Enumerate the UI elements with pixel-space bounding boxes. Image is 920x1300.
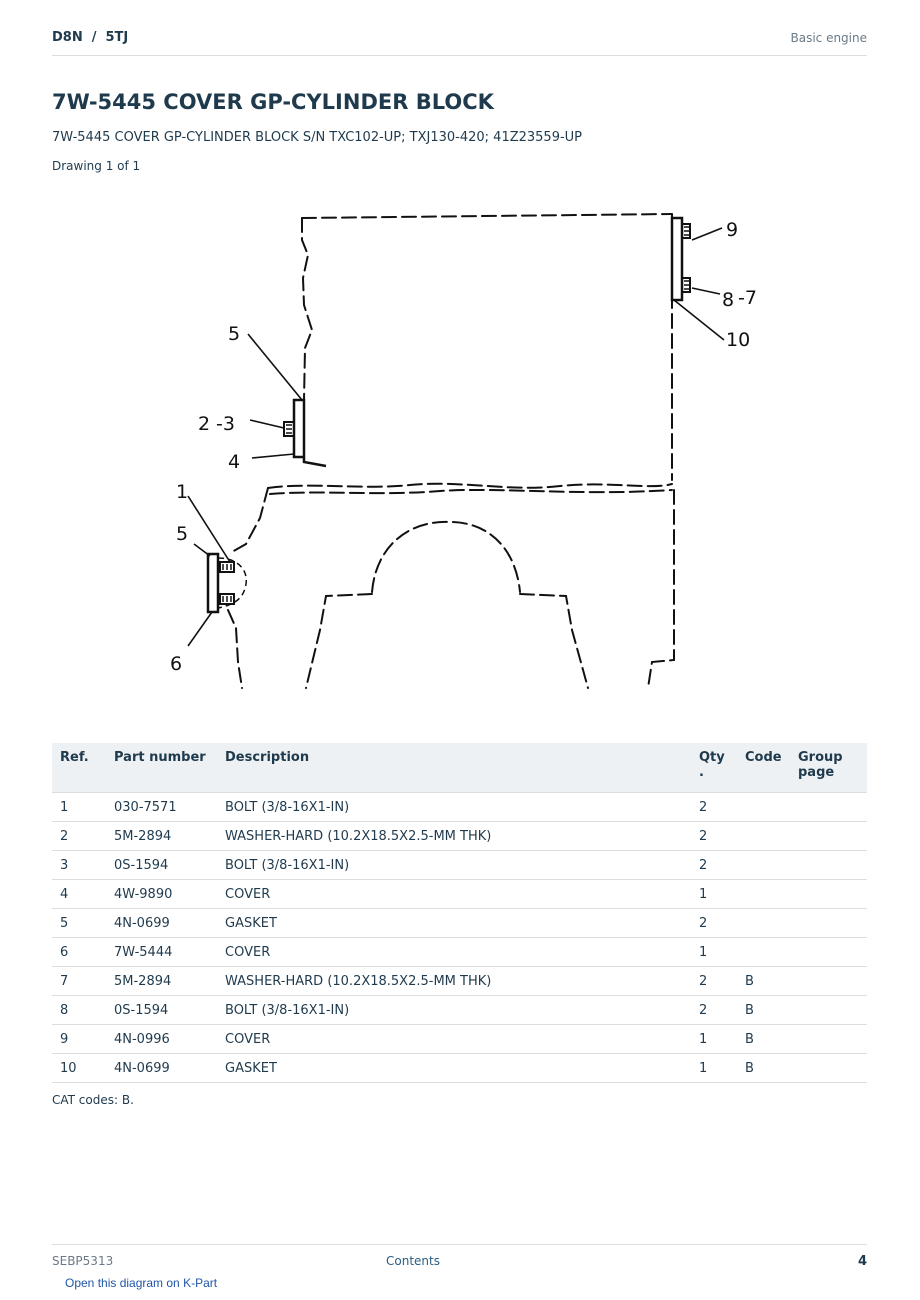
cell-group-page (790, 909, 867, 938)
table-row (52, 1054, 867, 1083)
breadcrumb-model: D8N (52, 30, 83, 45)
cell-group-page (790, 996, 867, 1025)
right-cover (672, 218, 682, 300)
cell-ref: 9 (52, 1025, 106, 1054)
cell-description: BOLT (3/8-16X1-IN) (217, 996, 691, 1025)
table-header-row (52, 743, 867, 793)
block-joint-line (268, 484, 672, 488)
cell-code (737, 909, 790, 938)
lower-right-profile (648, 490, 674, 688)
col-header-part-number: Part number (106, 743, 217, 793)
cell-ref: 7 (52, 967, 106, 996)
page-number: 4 (857, 1254, 867, 1269)
cell-group-page (790, 967, 867, 996)
cell-part-number: 4N-0996 (106, 1025, 217, 1054)
cell-group-page (790, 938, 867, 967)
parts-table (52, 743, 867, 1083)
document-code: SEBP5313 (52, 1254, 114, 1268)
cell-part-number: 0S-1594 (106, 996, 217, 1025)
callout-1: 1 (176, 481, 189, 503)
cell-ref: 1 (52, 793, 106, 822)
page-subtitle: 7W-5445 COVER GP-CYLINDER BLOCK S/N TXC102-UP; TXJ130-420; 41Z23559-UP (52, 130, 583, 145)
page-title: 7W-5445 COVER GP-CYLINDER BLOCK (52, 90, 494, 114)
cell-group-page (790, 880, 867, 909)
cell-ref: 4 (52, 880, 106, 909)
cell-part-number: 4N-0699 (106, 1054, 217, 1083)
cell-qty: 2 (691, 822, 737, 851)
cell-part-number: 4W-9890 (106, 880, 217, 909)
cell-description: BOLT (3/8-16X1-IN) (217, 793, 691, 822)
block-left-edge (302, 218, 312, 400)
cell-part-number: 5M-2894 (106, 967, 217, 996)
cell-description: COVER (217, 1025, 691, 1054)
cell-description: GASKET (217, 1054, 691, 1083)
cell-ref: 5 (52, 909, 106, 938)
cell-ref: 6 (52, 938, 106, 967)
cell-group-page (790, 851, 867, 880)
cell-code: B (737, 967, 790, 996)
left-bottom-cover (208, 554, 218, 612)
breadcrumb-prefix: 5TJ (105, 30, 129, 45)
cell-code (737, 851, 790, 880)
left-top-cover (294, 400, 304, 457)
breadcrumb (52, 30, 128, 45)
table-row (52, 967, 867, 996)
callout-8: 8 (722, 289, 735, 311)
contents-link[interactable]: Contents (386, 1254, 440, 1268)
col-header-ref: Ref. (52, 743, 106, 793)
callout-3: -3 (216, 413, 235, 435)
block-top-edge (302, 214, 672, 218)
cell-part-number: 7W-5444 (106, 938, 217, 967)
cell-code: B (737, 996, 790, 1025)
parts-diagram (160, 200, 780, 700)
table-row (52, 880, 867, 909)
cell-qty: 2 (691, 909, 737, 938)
col-header-description: Description (217, 743, 691, 793)
cell-description: WASHER-HARD (10.2X18.5X2.5-MM THK) (217, 822, 691, 851)
table-row (52, 822, 867, 851)
breadcrumb-separator: / (91, 30, 97, 45)
cell-qty: 2 (691, 996, 737, 1025)
cell-code (737, 822, 790, 851)
section-label: Basic engine (790, 31, 867, 45)
table-row (52, 793, 867, 822)
open-kpart-link[interactable]: Open this diagram on K-Part (65, 1276, 218, 1290)
cell-description: BOLT (3/8-16X1-IN) (217, 851, 691, 880)
lower-left-profile (232, 488, 268, 552)
cell-part-number: 5M-2894 (106, 822, 217, 851)
callout-5-lower: 5 (176, 523, 189, 545)
callout-7: -7 (738, 287, 757, 309)
callout-9: 9 (726, 219, 739, 241)
cell-code (737, 938, 790, 967)
cell-group-page (790, 793, 867, 822)
callout-10: 10 (726, 329, 751, 351)
table-row (52, 938, 867, 967)
cell-ref: 8 (52, 996, 106, 1025)
cell-code: B (737, 1054, 790, 1083)
col-header-qty: Qty . (691, 743, 737, 793)
callout-5-upper: 5 (228, 323, 241, 345)
cell-qty: 2 (691, 851, 737, 880)
page-footer (52, 1244, 867, 1273)
table-row (52, 851, 867, 880)
cell-group-page (790, 822, 867, 851)
cell-part-number: 0S-1594 (106, 851, 217, 880)
cell-group-page (790, 1054, 867, 1083)
page-header (52, 28, 867, 56)
table-row (52, 1025, 867, 1054)
col-header-code: Code (737, 743, 790, 793)
cell-qty: 1 (691, 1025, 737, 1054)
callout-2: 2 (198, 413, 211, 435)
cell-code (737, 793, 790, 822)
drawing-label: Drawing 1 of 1 (52, 159, 141, 173)
cell-part-number: 4N-0699 (106, 909, 217, 938)
cell-part-number: 030-7571 (106, 793, 217, 822)
cell-code (737, 880, 790, 909)
cell-qty: 1 (691, 880, 737, 909)
table-row (52, 909, 867, 938)
cell-ref: 3 (52, 851, 106, 880)
cell-description: WASHER-HARD (10.2X18.5X2.5-MM THK) (217, 967, 691, 996)
cell-ref: 10 (52, 1054, 106, 1083)
crank-arch (372, 522, 520, 592)
cell-description: COVER (217, 938, 691, 967)
cell-code: B (737, 1025, 790, 1054)
callout-6: 6 (170, 653, 183, 675)
cell-qty: 2 (691, 967, 737, 996)
cell-ref: 2 (52, 822, 106, 851)
cell-qty: 2 (691, 793, 737, 822)
cell-group-page (790, 1025, 867, 1054)
cat-codes-note: CAT codes: B. (52, 1093, 134, 1107)
table-row (52, 996, 867, 1025)
cell-description: GASKET (217, 909, 691, 938)
cell-qty: 1 (691, 1054, 737, 1083)
cell-qty: 1 (691, 938, 737, 967)
col-header-group-page: Group page (790, 743, 867, 793)
callout-4: 4 (228, 451, 241, 473)
cell-description: COVER (217, 880, 691, 909)
